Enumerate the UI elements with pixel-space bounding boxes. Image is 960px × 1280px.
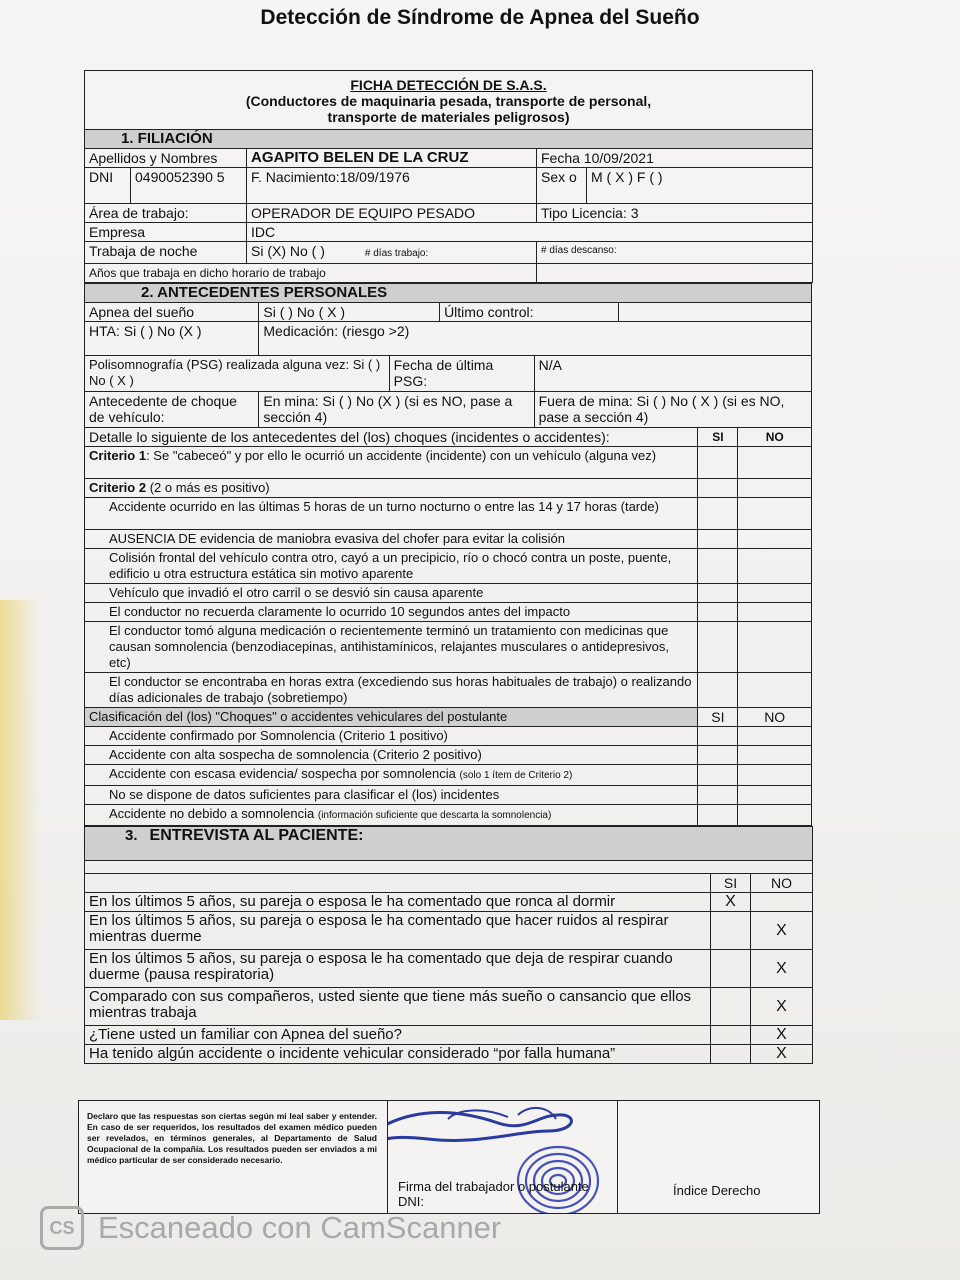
signature-footer — [78, 1100, 820, 1214]
empresa-label: Empresa — [85, 223, 247, 242]
apnea-value: Si ( ) No ( X ) — [259, 303, 440, 322]
question-si-mark — [711, 1045, 751, 1064]
criterio-1-text: : Se "cabeceó" y por ello le ocurrió un accidente (incidente) con un vehículo (alguna vez) — [146, 448, 657, 463]
question: En los últimos 5 años, su pareja o esposa le ha comentado que deja de respirar cuando duerme (pausa respiratoria) — [85, 950, 711, 988]
clasificacion-item-text: Accidente con escasa evidencia/ sospecha por somnolencia — [109, 766, 460, 781]
apellidos-value: AGAPITO BELEN DE LA CRUZ — [247, 149, 537, 168]
criterio-2-item-no — [738, 622, 812, 673]
criterio-1 — [85, 447, 698, 479]
clasificacion-no-header: NO — [738, 708, 812, 727]
hta-field: HTA: Si ( ) No (X ) — [85, 322, 259, 356]
form-header — [85, 71, 813, 130]
fuera-mina-field: Fuera de mina: Si ( ) No ( X ) (si es NO, pase a sección 4) — [534, 392, 811, 428]
clasificacion-item-no — [738, 805, 812, 826]
signature-labels — [398, 1179, 589, 1209]
clasificacion-item-no — [738, 786, 812, 805]
area-label: Área de trabajo: — [85, 204, 247, 223]
apellidos-label: Apellidos y Nombres — [85, 149, 247, 168]
form-header-title: FICHA DETECCIÓN DE S.A.S. — [350, 77, 547, 93]
criterio-2-item-si — [698, 673, 738, 708]
question-no-mark: X — [751, 1045, 813, 1064]
index-finger-box — [617, 1101, 820, 1213]
clasificacion-item-si — [698, 786, 738, 805]
question-no-mark: X — [751, 950, 813, 988]
section-3-number: 3. — [125, 827, 138, 844]
section-2-heading: 2. ANTECEDENTES PERSONALES — [85, 284, 812, 303]
clasificacion-item-text: Accidente con alta sospecha de somnolencia (Criterio 2 positivo) — [109, 747, 482, 762]
firma-label: Firma del trabajador o postulante — [398, 1179, 589, 1194]
ultimo-control-label: Último control: — [440, 303, 619, 322]
question-si-mark — [711, 988, 751, 1026]
question: En los últimos 5 años, su pareja o esposa le ha comentado que hacer ruidos al respirar mientras duerme — [85, 912, 711, 950]
form-header-subtitle-1: (Conductores de maquinaria pesada, transporte de personal, — [245, 93, 652, 109]
criterio-1-si — [698, 447, 738, 479]
criterio-2-text: (2 o más es positivo) — [146, 480, 270, 495]
criterio-2-no — [738, 479, 812, 498]
criterio-2-item: Colisión frontal del vehículo contra otro, cayó a un precipicio, río o chocó contra un poste, puente, edificio u otra estructura estática sin motivo aparente — [85, 549, 698, 584]
clasificacion-item — [85, 746, 698, 765]
licencia-field: Tipo Licencia: 3 — [537, 204, 813, 223]
sexo-value: M ( X ) F ( ) — [587, 168, 813, 204]
signature-box — [387, 1101, 618, 1213]
clasificacion-item-note: (información suficiente que descarta la somnolencia) — [317, 810, 552, 821]
clasificacion-item — [85, 786, 698, 805]
question: ¿Tiene usted un familiar con Apnea del sueño? — [85, 1026, 711, 1045]
section-1-heading: 1. FILIACIÓN — [85, 130, 813, 149]
criterio-2-item-si — [698, 549, 738, 584]
criterio-2-item-no — [738, 530, 812, 549]
criterio-2-si — [698, 479, 738, 498]
anos-value — [537, 264, 813, 283]
indice-derecho-label: Índice Derecho — [673, 1183, 761, 1198]
criterio-2-item-no — [738, 673, 812, 708]
psg-field: Polisomnografía (PSG) realizada alguna vez: Si ( ) No ( X ) — [85, 356, 390, 392]
dni-value: 0490052390 5 — [131, 168, 247, 204]
clasificacion-item-note: (solo 1 ítem de Criterio 2) — [459, 770, 573, 781]
section-3-heading — [85, 827, 813, 861]
camscanner-text: Escaneado con CamScanner — [98, 1210, 502, 1245]
clasificacion-item-si — [698, 765, 738, 786]
dias-descanso-label: # días descanso: — [537, 242, 813, 264]
noche-answer: Si (X) No ( ) — [251, 243, 325, 259]
apnea-label: Apnea del sueño — [85, 303, 259, 322]
criterio-2-item-si — [698, 584, 738, 603]
camscanner-logo-icon: CS — [40, 1206, 84, 1250]
criterio-2-item-si — [698, 603, 738, 622]
question-si-mark — [711, 912, 751, 950]
declaration-text: Declaro que las respuestas son ciertas según mi leal saber y entender. En caso de ser requeridos, los resultados del examen médico pueden ser revelados, en términos generales, al Departamento de Salud Ocupacional de la compañía. Los resultados pueden ser enviados a mi médico particular de ser considerado necesario. — [87, 1111, 377, 1165]
criterio-1-title: Criterio 1 — [89, 448, 147, 463]
clasificacion-item-text: No se dispone de datos suficientes para clasificar el (los) incidentes — [109, 787, 500, 802]
ultimo-control-value — [618, 303, 811, 322]
en-mina-field: En mina: Si ( ) No (X ) (si es NO, pase a sección 4) — [259, 392, 534, 428]
psg-fecha-label: Fecha de última PSG: — [389, 356, 534, 392]
detalle-text: Detalle lo siguiente de los antecedentes del (los) choques (incidentes o accidentes): — [85, 428, 698, 447]
area-value: OPERADOR DE EQUIPO PESADO — [247, 204, 537, 223]
criterio-2-item-no — [738, 603, 812, 622]
question-no-mark: X — [751, 1026, 813, 1045]
entrevista-table — [84, 826, 813, 1064]
filiacion-table — [84, 70, 813, 283]
criterio-2-item-no — [738, 584, 812, 603]
criterio-2-item-no — [738, 498, 812, 530]
criterio-2-item-si — [698, 498, 738, 530]
clasificacion-item-si — [698, 805, 738, 826]
question: En los últimos 5 años, su pareja o esposa le ha comentado que ronca al dormir — [85, 893, 711, 912]
criterio-2-item: AUSENCIA DE evidencia de maniobra evasiva del chofer para evitar la colisión — [85, 530, 698, 549]
question: Ha tenido algún accidente o incidente vehicular considerado “por falla humana” — [85, 1045, 711, 1064]
nacimiento-field: F. Nacimiento:18/09/1976 — [247, 168, 537, 204]
clasificacion-item-text: Accidente no debido a somnolencia — [109, 806, 318, 821]
question-no-mark: X — [751, 912, 813, 950]
question-header-blank — [85, 874, 711, 893]
noche-value — [247, 242, 537, 264]
criterio-1-no — [738, 447, 812, 479]
criterio-2-item-si — [698, 530, 738, 549]
camscanner-watermark — [40, 1206, 501, 1250]
scan-edge-tint — [0, 600, 40, 1020]
clasificacion-heading: Clasificación del (los) "Choques" o accidentes vehiculares del postulante — [85, 708, 698, 727]
criterio-2-item: El conductor se encontraba en horas extra (excediendo sus horas habituales de trabajo) o realizando días adicionales de trabajo (sobretiempo) — [85, 673, 698, 708]
section-3-title: ENTREVISTA AL PACIENTE: — [149, 827, 364, 844]
antecedentes-table — [84, 283, 812, 826]
sexo-label: Sex o — [537, 168, 587, 204]
empresa-value: IDC — [247, 223, 813, 242]
clasificacion-item — [85, 727, 698, 746]
firma-dni-label: DNI: — [398, 1194, 424, 1209]
question-no-header: NO — [751, 874, 813, 893]
criterio-2 — [85, 479, 698, 498]
question-si-mark — [711, 950, 751, 988]
dni-label: DNI — [85, 168, 131, 204]
choque-label: Antecedente de choque de vehículo: — [85, 392, 259, 428]
question-no-mark — [751, 893, 813, 912]
question: Comparado con sus compañeros, usted siente que tiene más sueño o cansancio que ellos mientras trabaja — [85, 988, 711, 1026]
criterio-2-item-no — [738, 549, 812, 584]
no-header: NO — [738, 428, 812, 447]
criterio-2-item: El conductor tomó alguna medicación o recientemente terminó un tratamiento con medicinas que causan somnolencia (benzodiacepinas, antihistamínicos, relajantes musculares o antidepresivos, etc) — [85, 622, 698, 673]
clasificacion-item-text: Accidente confirmado por Somnolencia (Criterio 1 positivo) — [109, 728, 448, 743]
anos-label: Años que trabaja en dicho horario de trabajo — [85, 264, 537, 283]
criterio-2-title: Criterio 2 — [89, 480, 147, 495]
criterio-2-item-si — [698, 622, 738, 673]
document-title: Detección de Síndrome de Apnea del Sueño — [260, 6, 700, 29]
form-header-subtitle-2: transporte de materiales peligrosos) — [327, 109, 570, 125]
clasificacion-item — [85, 765, 698, 786]
noche-label: Trabaja de noche — [85, 242, 247, 264]
form — [84, 70, 812, 1064]
clasificacion-item-no — [738, 727, 812, 746]
clasificacion-item — [85, 805, 698, 826]
criterio-2-item: Accidente ocurrido en las últimas 5 horas de un turno nocturno o entre las 14 y 17 horas (tarde) — [85, 498, 698, 530]
question-si-header: SI — [711, 874, 751, 893]
dias-trabajo-label: # días trabajo: — [364, 248, 429, 259]
si-header: SI — [698, 428, 738, 447]
clasificacion-item-no — [738, 746, 812, 765]
question-si-mark — [711, 1026, 751, 1045]
psg-fecha-value: N/A — [534, 356, 811, 392]
question-no-mark: X — [751, 988, 813, 1026]
clasificacion-item-si — [698, 746, 738, 765]
criterio-2-item: Vehículo que invadió el otro carril o se desvió sin causa aparente — [85, 584, 698, 603]
medicacion-field: Medicación: (riesgo >2) — [259, 322, 812, 356]
clasificacion-item-si — [698, 727, 738, 746]
section-3-spacer — [85, 861, 813, 874]
fecha-field: Fecha 10/09/2021 — [537, 149, 813, 168]
question-si-mark: X — [711, 893, 751, 912]
clasificacion-si-header: SI — [698, 708, 738, 727]
clasificacion-item-no — [738, 765, 812, 786]
criterio-2-item: El conductor no recuerda claramente lo ocurrido 10 segundos antes del impacto — [85, 603, 698, 622]
